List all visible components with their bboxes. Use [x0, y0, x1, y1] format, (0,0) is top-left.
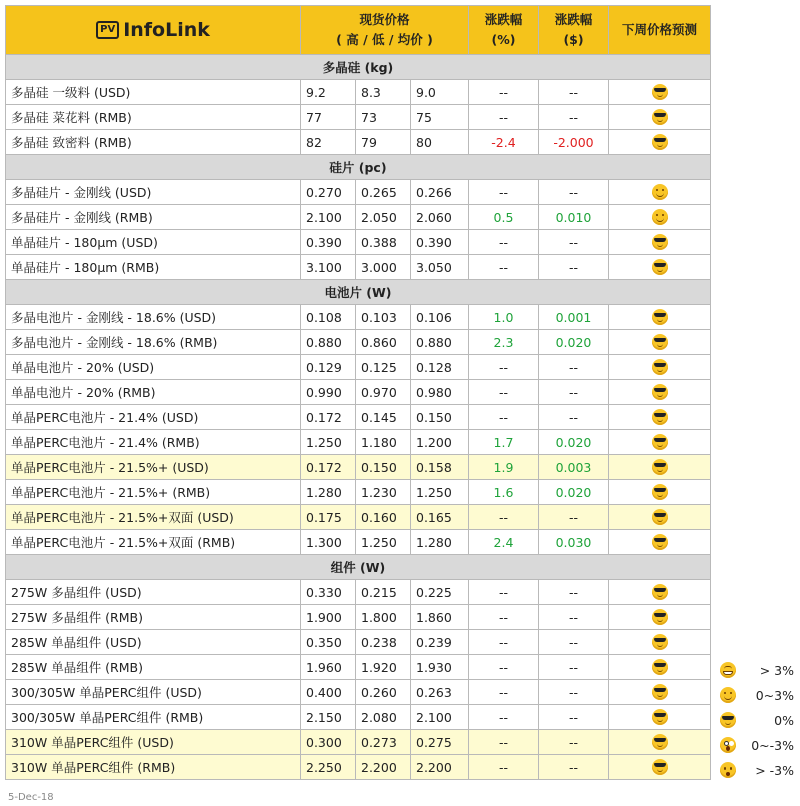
table-row — [6, 355, 711, 380]
usd-change-cell: -- — [539, 755, 609, 780]
table-row — [6, 330, 711, 355]
table-row — [6, 480, 711, 505]
avg-price-cell: 80 — [411, 130, 469, 155]
low-price-cell: 0.160 — [356, 505, 411, 530]
low-price-cell: 1.920 — [356, 655, 411, 680]
forecast-cell — [609, 355, 711, 380]
low-price-cell: 79 — [356, 130, 411, 155]
high-price-cell: 0.330 — [301, 580, 356, 605]
forecast-cell — [609, 755, 711, 780]
forecast-cell — [609, 730, 711, 755]
product-name-cell: 单晶硅片 - 180μm (RMB) — [6, 255, 301, 280]
high-price-cell: 0.270 — [301, 180, 356, 205]
product-name-cell: 单晶硅片 - 180μm (USD) — [6, 230, 301, 255]
high-price-cell: 0.350 — [301, 630, 356, 655]
avg-price-cell: 0.880 — [411, 330, 469, 355]
low-price-cell: 0.273 — [356, 730, 411, 755]
logo-cell — [6, 6, 301, 55]
forecast-cell — [609, 580, 711, 605]
usd-change-cell: -- — [539, 105, 609, 130]
cool-icon — [652, 409, 668, 425]
pct-change-cell: -- — [469, 255, 539, 280]
spot-price-subtitle: ( 高 / 低 / 均价 ) — [336, 32, 433, 47]
section-header-row — [6, 280, 711, 305]
forecast-cell — [609, 380, 711, 405]
product-name-cell: 单晶PERC电池片 - 21.5%+ (USD) — [6, 455, 301, 480]
forecast-cell — [609, 505, 711, 530]
low-price-cell: 73 — [356, 105, 411, 130]
cool-icon — [652, 584, 668, 600]
pct-change-unit: (%) — [491, 32, 516, 47]
cool-icon — [652, 259, 668, 275]
usd-change-cell: 0.001 — [539, 305, 609, 330]
table-row — [6, 705, 711, 730]
usd-change-cell: -- — [539, 705, 609, 730]
high-price-cell: 82 — [301, 130, 356, 155]
table-row — [6, 405, 711, 430]
pct-change-cell: -- — [469, 180, 539, 205]
forecast-cell — [609, 605, 711, 630]
product-name-cell: 300/305W 单晶PERC组件 (RMB) — [6, 705, 301, 730]
usd-change-cell: 0.020 — [539, 430, 609, 455]
table-row — [6, 530, 711, 555]
cool-icon — [652, 634, 668, 650]
avg-price-cell: 2.200 — [411, 755, 469, 780]
product-name-cell: 285W 单晶组件 (RMB) — [6, 655, 301, 680]
low-price-cell: 0.103 — [356, 305, 411, 330]
usd-change-cell: 0.030 — [539, 530, 609, 555]
pct-change-cell: -- — [469, 680, 539, 705]
forecast-cell — [609, 130, 711, 155]
forecast-cell — [609, 530, 711, 555]
usd-change-cell: 0.003 — [539, 455, 609, 480]
low-price-cell: 1.250 — [356, 530, 411, 555]
product-name-cell: 多晶硅片 - 金刚线 (USD) — [6, 180, 301, 205]
low-price-cell: 0.970 — [356, 380, 411, 405]
usd-change-cell: -- — [539, 655, 609, 680]
table-row — [6, 455, 711, 480]
low-price-cell: 1.180 — [356, 430, 411, 455]
product-name-cell: 多晶电池片 - 金刚线 - 18.6% (RMB) — [6, 330, 301, 355]
usd-change-cell: -- — [539, 255, 609, 280]
shock-icon — [720, 762, 736, 778]
table-row — [6, 105, 711, 130]
high-price-cell: 0.172 — [301, 405, 356, 430]
section-header-row — [6, 555, 711, 580]
pct-change-header — [469, 6, 539, 55]
low-price-cell: 0.150 — [356, 455, 411, 480]
table-row — [6, 255, 711, 280]
table-row — [6, 755, 711, 780]
forecast-cell — [609, 455, 711, 480]
grin-icon — [720, 662, 736, 678]
cool-icon — [652, 384, 668, 400]
pct-change-cell: -- — [469, 655, 539, 680]
forecast-cell — [609, 630, 711, 655]
pct-change-cell: 2.4 — [469, 530, 539, 555]
high-price-cell: 1.960 — [301, 655, 356, 680]
high-price-cell: 0.880 — [301, 330, 356, 355]
high-price-cell: 0.129 — [301, 355, 356, 380]
section-title: 组件 (W) — [6, 555, 711, 580]
product-name-cell: 单晶电池片 - 20% (USD) — [6, 355, 301, 380]
usd-change-cell: -2.000 — [539, 130, 609, 155]
legend-item — [718, 760, 798, 780]
cool-icon — [652, 134, 668, 150]
low-price-cell: 0.145 — [356, 405, 411, 430]
product-name-cell: 300/305W 单晶PERC组件 (USD) — [6, 680, 301, 705]
low-price-cell: 2.080 — [356, 705, 411, 730]
product-name-cell: 多晶硅 致密料 (RMB) — [6, 130, 301, 155]
usd-change-cell: -- — [539, 80, 609, 105]
avg-price-cell: 0.266 — [411, 180, 469, 205]
high-price-cell: 77 — [301, 105, 356, 130]
cool-icon — [652, 734, 668, 750]
table-row — [6, 630, 711, 655]
cool-icon — [652, 334, 668, 350]
legend-item — [718, 735, 798, 755]
avg-price-cell: 1.250 — [411, 480, 469, 505]
forecast-cell — [609, 705, 711, 730]
table-row — [6, 580, 711, 605]
high-price-cell: 0.108 — [301, 305, 356, 330]
cool-icon — [720, 712, 736, 728]
product-name-cell: 多晶硅片 - 金刚线 (RMB) — [6, 205, 301, 230]
low-price-cell: 0.215 — [356, 580, 411, 605]
high-price-cell: 2.100 — [301, 205, 356, 230]
pct-change-cell: -- — [469, 80, 539, 105]
price-table — [5, 5, 711, 780]
usd-change-cell: -- — [539, 505, 609, 530]
pct-change-cell: -- — [469, 580, 539, 605]
cool-icon — [652, 534, 668, 550]
avg-price-cell: 0.390 — [411, 230, 469, 255]
low-price-cell: 2.200 — [356, 755, 411, 780]
logo-box: PV — [96, 21, 119, 39]
legend-label: 0~3% — [755, 687, 794, 703]
usd-change-cell: -- — [539, 580, 609, 605]
pct-change-cell: 1.7 — [469, 430, 539, 455]
infolink-logo — [11, 20, 295, 40]
product-name-cell: 多晶硅 一级料 (USD) — [6, 80, 301, 105]
avg-price-cell: 0.225 — [411, 580, 469, 605]
avg-price-cell: 1.930 — [411, 655, 469, 680]
forecast-cell — [609, 680, 711, 705]
cool-icon — [652, 509, 668, 525]
cool-icon — [652, 109, 668, 125]
usd-change-cell: 0.020 — [539, 480, 609, 505]
logo-text: InfoLink — [123, 19, 210, 41]
forecast-cell — [609, 180, 711, 205]
cool-icon — [652, 609, 668, 625]
forecast-cell — [609, 230, 711, 255]
cool-icon — [652, 709, 668, 725]
smile-icon — [720, 687, 736, 703]
legend-label: > -3% — [755, 762, 794, 778]
table-row — [6, 430, 711, 455]
forecast-cell — [609, 480, 711, 505]
avg-price-cell: 0.165 — [411, 505, 469, 530]
forecast-header: 下周价格预测 — [609, 6, 711, 55]
section-header-row — [6, 155, 711, 180]
usd-change-cell: -- — [539, 355, 609, 380]
pct-change-cell: 1.6 — [469, 480, 539, 505]
pct-change-cell: -- — [469, 405, 539, 430]
high-price-cell: 0.390 — [301, 230, 356, 255]
pct-change-title: 涨跌幅 — [484, 12, 523, 27]
low-price-cell: 1.230 — [356, 480, 411, 505]
pct-change-cell: -- — [469, 380, 539, 405]
avg-price-cell: 0.128 — [411, 355, 469, 380]
product-name-cell: 单晶电池片 - 20% (RMB) — [6, 380, 301, 405]
usd-change-cell: -- — [539, 630, 609, 655]
header-row — [6, 6, 711, 55]
usd-change-cell: 0.020 — [539, 330, 609, 355]
table-row — [6, 230, 711, 255]
avg-price-cell: 1.280 — [411, 530, 469, 555]
section-title: 电池片 (W) — [6, 280, 711, 305]
forecast-cell — [609, 405, 711, 430]
high-price-cell: 1.250 — [301, 430, 356, 455]
avg-price-cell: 0.239 — [411, 630, 469, 655]
legend-item — [718, 710, 798, 730]
pct-change-cell: 2.3 — [469, 330, 539, 355]
smile-icon — [652, 184, 668, 200]
product-name-cell: 310W 单晶PERC组件 (USD) — [6, 730, 301, 755]
spot-price-header — [301, 6, 469, 55]
high-price-cell: 2.150 — [301, 705, 356, 730]
high-price-cell: 1.280 — [301, 480, 356, 505]
high-price-cell: 9.2 — [301, 80, 356, 105]
avg-price-cell: 3.050 — [411, 255, 469, 280]
cool-icon — [652, 434, 668, 450]
usd-change-cell: -- — [539, 680, 609, 705]
high-price-cell: 1.300 — [301, 530, 356, 555]
high-price-cell: 3.100 — [301, 255, 356, 280]
pct-change-cell: 0.5 — [469, 205, 539, 230]
forecast-cell — [609, 80, 711, 105]
low-price-cell: 0.125 — [356, 355, 411, 380]
cool-icon — [652, 759, 668, 775]
pct-change-cell: -- — [469, 230, 539, 255]
pct-change-cell: -- — [469, 755, 539, 780]
high-price-cell: 0.175 — [301, 505, 356, 530]
usd-change-cell: -- — [539, 730, 609, 755]
table-row — [6, 80, 711, 105]
avg-price-cell: 0.158 — [411, 455, 469, 480]
usd-change-cell: -- — [539, 230, 609, 255]
usd-change-cell: 0.010 — [539, 205, 609, 230]
avg-price-cell: 0.263 — [411, 680, 469, 705]
table-row — [6, 680, 711, 705]
pct-change-cell: -- — [469, 730, 539, 755]
forecast-cell — [609, 305, 711, 330]
cool-icon — [652, 309, 668, 325]
scream-icon — [720, 737, 736, 753]
table-row — [6, 130, 711, 155]
product-name-cell: 单晶PERC电池片 - 21.4% (RMB) — [6, 430, 301, 455]
usd-change-cell: -- — [539, 605, 609, 630]
table-body — [6, 55, 711, 780]
product-name-cell: 310W 单晶PERC组件 (RMB) — [6, 755, 301, 780]
pct-change-cell: -- — [469, 630, 539, 655]
cool-icon — [652, 459, 668, 475]
cool-icon — [652, 359, 668, 375]
forecast-cell — [609, 430, 711, 455]
pct-change-cell: -- — [469, 705, 539, 730]
low-price-cell: 2.050 — [356, 205, 411, 230]
cool-icon — [652, 659, 668, 675]
low-price-cell: 1.800 — [356, 605, 411, 630]
forecast-cell — [609, 655, 711, 680]
avg-price-cell: 75 — [411, 105, 469, 130]
avg-price-cell: 1.200 — [411, 430, 469, 455]
legend-item — [718, 660, 798, 680]
usd-change-cell: -- — [539, 405, 609, 430]
section-header-row — [6, 55, 711, 80]
high-price-cell: 0.172 — [301, 455, 356, 480]
table-row — [6, 730, 711, 755]
usd-change-cell: -- — [539, 380, 609, 405]
avg-price-cell: 0.150 — [411, 405, 469, 430]
forecast-cell — [609, 330, 711, 355]
usd-change-unit: ($) — [563, 32, 584, 47]
table-row — [6, 505, 711, 530]
cool-icon — [652, 84, 668, 100]
pct-change-cell: -- — [469, 105, 539, 130]
high-price-cell: 0.400 — [301, 680, 356, 705]
spot-price-title: 现货价格 — [359, 12, 410, 27]
table-row — [6, 305, 711, 330]
product-name-cell: 285W 单晶组件 (USD) — [6, 630, 301, 655]
report-date: 5-Dec-18 — [8, 792, 54, 803]
forecast-cell — [609, 255, 711, 280]
table-row — [6, 605, 711, 630]
high-price-cell: 0.990 — [301, 380, 356, 405]
avg-price-cell: 0.106 — [411, 305, 469, 330]
product-name-cell: 275W 多晶组件 (RMB) — [6, 605, 301, 630]
low-price-cell: 0.860 — [356, 330, 411, 355]
table-row — [6, 380, 711, 405]
high-price-cell: 2.250 — [301, 755, 356, 780]
avg-price-cell: 2.060 — [411, 205, 469, 230]
forecast-cell — [609, 205, 711, 230]
pct-change-cell: 1.9 — [469, 455, 539, 480]
pct-change-cell: 1.0 — [469, 305, 539, 330]
low-price-cell: 0.238 — [356, 630, 411, 655]
section-title: 多晶硅 (kg) — [6, 55, 711, 80]
legend-label: 0~-3% — [751, 737, 794, 753]
avg-price-cell: 0.980 — [411, 380, 469, 405]
cool-icon — [652, 484, 668, 500]
table-row — [6, 655, 711, 680]
usd-change-header — [539, 6, 609, 55]
low-price-cell: 0.265 — [356, 180, 411, 205]
pct-change-cell: -- — [469, 505, 539, 530]
pct-change-cell: -- — [469, 355, 539, 380]
avg-price-cell: 9.0 — [411, 80, 469, 105]
high-price-cell: 0.300 — [301, 730, 356, 755]
product-name-cell: 单晶PERC电池片 - 21.5%+双面 (USD) — [6, 505, 301, 530]
product-name-cell: 单晶PERC电池片 - 21.4% (USD) — [6, 405, 301, 430]
table-row — [6, 180, 711, 205]
product-name-cell: 多晶电池片 - 金刚线 - 18.6% (USD) — [6, 305, 301, 330]
usd-change-cell: -- — [539, 180, 609, 205]
product-name-cell: 单晶PERC电池片 - 21.5%+ (RMB) — [6, 480, 301, 505]
product-name-cell: 275W 多晶组件 (USD) — [6, 580, 301, 605]
product-name-cell: 单晶PERC电池片 - 21.5%+双面 (RMB) — [6, 530, 301, 555]
avg-price-cell: 2.100 — [411, 705, 469, 730]
high-price-cell: 1.900 — [301, 605, 356, 630]
legend-label: 0% — [774, 712, 794, 728]
low-price-cell: 8.3 — [356, 80, 411, 105]
low-price-cell: 0.388 — [356, 230, 411, 255]
low-price-cell: 0.260 — [356, 680, 411, 705]
cool-icon — [652, 684, 668, 700]
avg-price-cell: 0.275 — [411, 730, 469, 755]
avg-price-cell: 1.860 — [411, 605, 469, 630]
section-title: 硅片 (pc) — [6, 155, 711, 180]
product-name-cell: 多晶硅 菜花料 (RMB) — [6, 105, 301, 130]
legend-item — [718, 685, 798, 705]
pct-change-cell: -- — [469, 605, 539, 630]
cool-icon — [652, 234, 668, 250]
smile-icon — [652, 209, 668, 225]
table-row — [6, 205, 711, 230]
legend-label: > 3% — [759, 662, 794, 678]
forecast-cell — [609, 105, 711, 130]
pct-change-cell: -2.4 — [469, 130, 539, 155]
low-price-cell: 3.000 — [356, 255, 411, 280]
usd-change-title: 涨跌幅 — [554, 12, 593, 27]
